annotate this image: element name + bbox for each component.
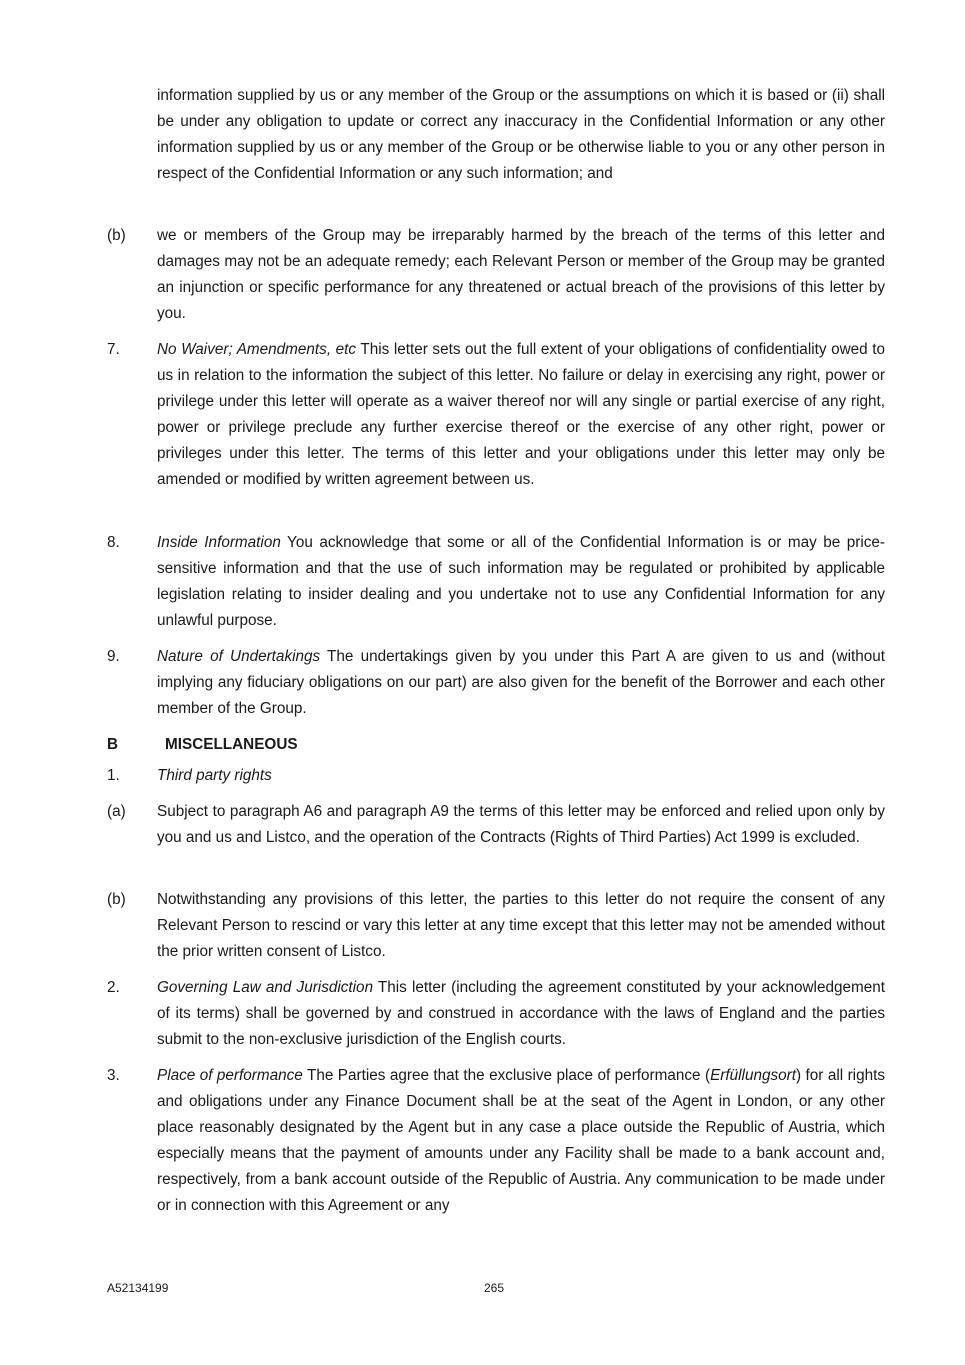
section-b-title: MISCELLANEOUS: [165, 736, 298, 753]
item-9-number: 9.: [107, 648, 120, 665]
item-b3-title: Place of performance: [157, 1067, 303, 1084]
item-b1a-number: (a): [107, 803, 126, 820]
item-b1a-text: Subject to paragraph A6 and paragraph A9 the terms of this letter may be enforced and relied upon only by you and us and Listco, and the operation of the Contracts (Rights of Third Parties) Act 1999 is excluded.: [157, 803, 885, 846]
item-8-paragraph: [157, 530, 885, 634]
item-b1-title: Third party rights: [157, 767, 272, 784]
item-8-title: Inside Information: [157, 534, 281, 551]
item-7-text: This letter sets out the full extent of your obligations of confidentiality owed to us in relation to the information the subject of this letter. No failure or delay in exercising any right, power or privilege under this letter will operate as a waiver thereof nor will any single or partial exercise of any right, power or privilege preclude any further exercise thereof or the exercise of any other right, power or privileges under this letter. The terms of this letter and your obligations under this letter may only be amended or modified by written agreement between us.: [157, 341, 885, 488]
continuation-paragraph: information supplied by us or any member of the Group or the assumptions on which it is based or (ii) shall be under any obligation to update or correct any inaccuracy in the Confidential Information or any other information supplied by us or any member of the Group or be otherwise liable to you or any other person in respect of the Confidential Information or any such information; and: [157, 87, 885, 182]
item-9-paragraph: [157, 644, 885, 722]
footer-doc-ref: A52134199: [107, 1281, 169, 1295]
item-b3-text-before: The Parties agree that the exclusive place of performance (: [302, 1067, 711, 1084]
item-b2-title: Governing Law and Jurisdiction: [157, 979, 374, 996]
item-6b-text: we or members of the Group may be irreparably harmed by the breach of the terms of this letter and damages may not be an adequate remedy; each Relevant Person or member of the Group may be granted an injunction or specific performance for any threatened or actual breach of the provisions of this letter by you.: [157, 227, 885, 322]
item-b1b-text: Notwithstanding any provisions of this letter, the parties to this letter do not require the consent of any Relevant Person to rescind or vary this letter at any time except that this letter may not be amended without the prior written consent of Listco.: [157, 891, 885, 960]
item-7-title: No Waiver; Amendments, etc: [157, 341, 357, 358]
item-8-text: You acknowledge that some or all of the Confidential Information is or may be price-sensitive information and that the use of such information may be regulated or prohibited by applicable legislation relating to insider dealing and you undertake not to use any Confidential Information for any unlawful purpose.: [157, 534, 885, 629]
item-b3-paragraph: [157, 1063, 885, 1219]
footer-page-number: 265: [484, 1281, 505, 1295]
item-b3-text-after: ) for all rights and obligations under any Finance Document shall be at the seat of the Agent in London, or any other place reasonably designated by the Agent but in any case a place outside the Republic of Austria, which especially means that the payment of amounts under any Facility shall be made to a bank account and, respectively, from a bank account outside of the Republic of Austria. Any communication to be made under or in connection with this Agreement or any: [157, 1067, 885, 1214]
item-7-paragraph: [157, 337, 885, 493]
item-7-number: 7.: [107, 341, 120, 358]
item-b3-number: 3.: [107, 1067, 120, 1084]
item-b2-text: This letter (including the agreement constituted by your acknowledgement of its terms) shall be governed by and construed in accordance with the laws of England and the parties submit to the non-exclusive jurisdiction of the English courts.: [157, 979, 885, 1048]
item-9-title: Nature of Undertakings: [157, 648, 321, 665]
item-b2-number: 2.: [107, 979, 120, 996]
item-b1-number: 1.: [107, 767, 120, 784]
item-9-text: The undertakings given by you under this Part A are given to us and (without implying any fiduciary obligations on our part) are also given for the benefit of the Borrower and each other member of the Group.: [157, 648, 885, 717]
item-b3-term: Erfüllungsort: [710, 1067, 796, 1084]
item-8-number: 8.: [107, 534, 120, 551]
item-b2-paragraph: [157, 975, 885, 1053]
section-b-letter: B: [107, 736, 119, 753]
item-b1b-number: (b): [107, 891, 126, 908]
item-6b-number: (b): [107, 227, 126, 244]
